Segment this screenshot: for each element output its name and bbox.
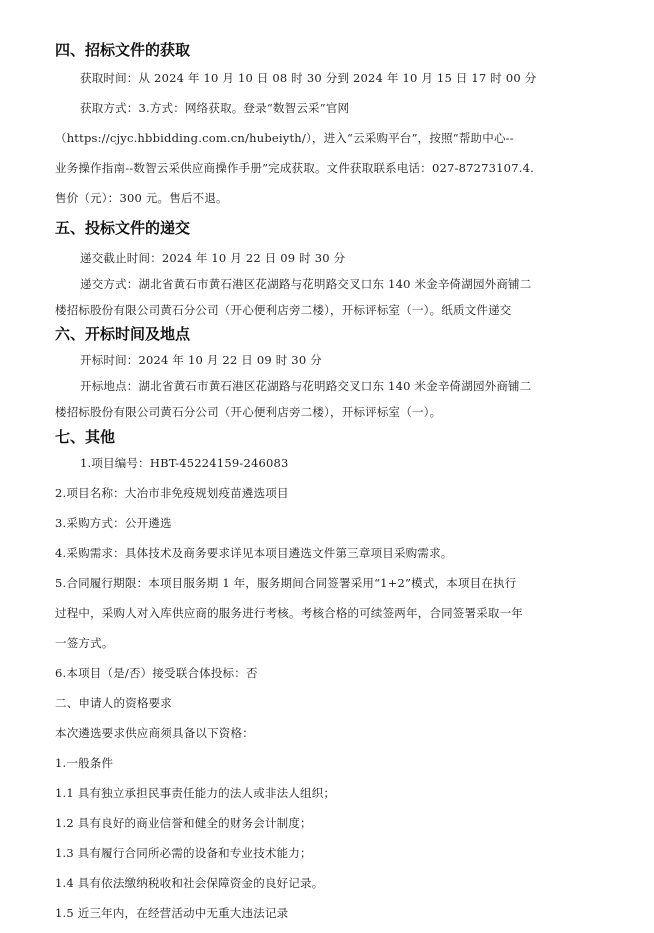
acquire-time: 获取时间：从 2024 年 10 月 10 日 08 时 30 分到 2024 年 10 月 15 日 17 时 00 分 [80,71,537,85]
acquire-method: 获取方式：3.方式：网络获取。登录“数智云采”官网 [80,101,350,115]
other-item-5-line-3: 一签方式。 [55,636,114,650]
qualification-condition-5: 1.5 近三年内，在经营活动中无重大违法记录 [55,906,289,920]
qualification-condition-4: 1.4 具有依法缴纳税收和社会保障资金的良好记录。 [55,876,324,890]
qualification-intro: 本次遴选要求供应商须具备以下资格： [55,726,254,740]
qualification-general: 1.一般条件 [55,756,114,770]
acquire-url-line: （https://cjyc.hbbidding.com.cn/hubeiyth/），进入“云采购平台”，按照“帮助中心-- [55,131,514,145]
section-6-heading: 六、开标时间及地点 [55,325,191,343]
other-item-2: 2.项目名称：大冶市非免疫规划疫苗遴选项目 [55,486,289,500]
other-item-3: 3.采购方式：公开遴选 [55,516,172,530]
acquire-price-line: 售价（元）：300 元。售后不退。 [55,191,228,205]
section-4-heading: 四、招标文件的获取 [55,41,191,59]
qualification-condition-1: 1.1 具有独立承担民事责任能力的法人或非法人组织； [55,786,336,800]
other-item-6: 6.本项目（是/否）接受联合体投标：否 [55,666,258,680]
submit-deadline: 递交截止时间：2024 年 10 月 22 日 09 时 30 分 [80,251,346,265]
acquire-guide-line: 业务操作指南--数智云采供应商操作手册”完成获取。文件获取联系电话：027-87273107.4. [55,161,534,175]
section-7-heading: 七、其他 [55,428,116,446]
qualification-condition-2: 1.2 具有良好的商业信誉和健全的财务会计制度； [55,816,312,830]
opening-time: 开标时间：2024 年 10 月 22 日 09 时 30 分 [80,353,322,367]
qualification-heading: 二、申请人的资格要求 [55,696,172,710]
section-5-heading: 五、投标文件的递交 [55,219,191,237]
opening-place-line-1: 开标地点：湖北省黄石市黄石港区花湖路与花明路交叉口东 140 米金辛倚湖园外商铺二 [80,379,532,393]
other-item-1: 1.项目编号：HBT-45224159-246083 [80,456,289,470]
submit-place-line-1: 递交方式：湖北省黄石市黄石港区花湖路与花明路交叉口东 140 米金辛倚湖园外商铺二 [80,277,532,291]
other-item-4: 4.采购需求：具体技术及商务要求详见本项目遴选文件第三章项目采购需求。 [55,546,453,560]
submit-place-line-2: 楼招标股份有限公司黄石分公司（开心便利店旁二楼），开标评标室（一）。纸质文件递交 [55,303,512,317]
qualification-condition-3: 1.3 具有履行合同所必需的设备和专业技术能力； [55,846,312,860]
other-item-5-line-1: 5.合同履行期限：本项目服务期 1 年，服务期间合同签署采用“1+2”模式，本项目在执行 [55,576,517,590]
other-item-5-line-2: 过程中，采购人对入库供应商的服务进行考核。考核合格的可续签两年，合同签署采取一年 [55,606,523,620]
opening-place-line-2: 楼招标股份有限公司黄石分公司（开心便利店旁二楼），开标评标室（一）。 [55,405,442,419]
